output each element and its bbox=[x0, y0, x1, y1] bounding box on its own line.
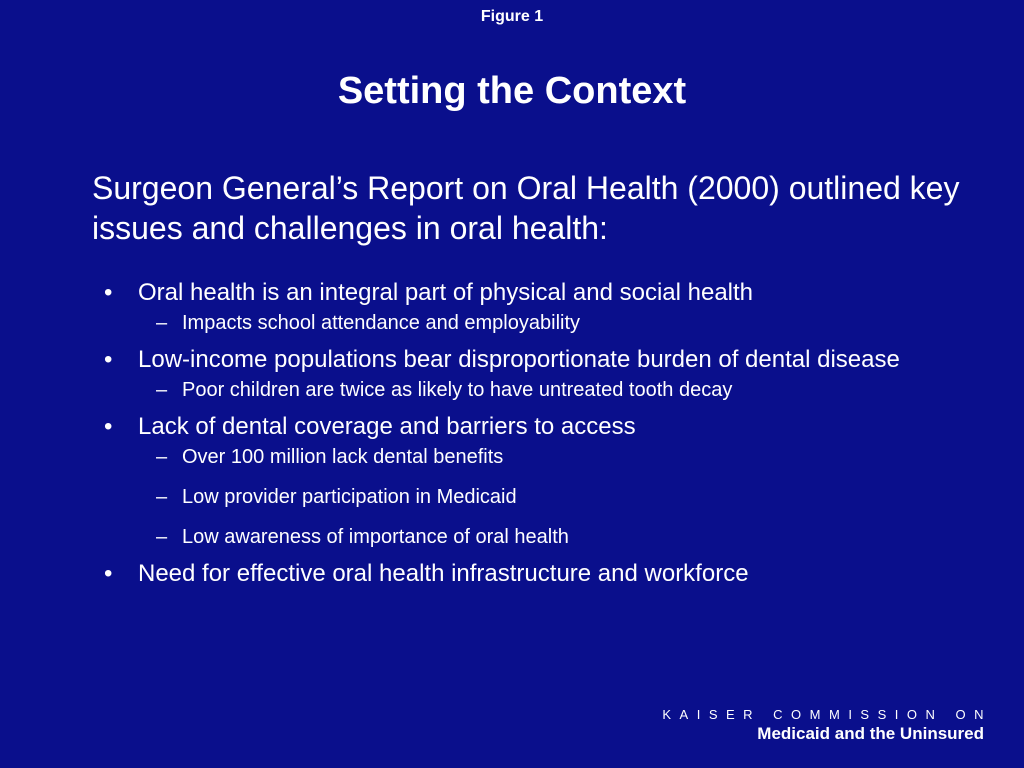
bullet-item bbox=[104, 345, 984, 402]
sub-list bbox=[104, 378, 984, 402]
bullet-dot-icon: • bbox=[104, 413, 113, 440]
sub-item bbox=[104, 525, 984, 549]
sub-text: Poor children are twice as likely to have untreated tooth decay bbox=[182, 379, 733, 401]
bullet-list bbox=[104, 278, 984, 596]
sub-item bbox=[104, 485, 984, 509]
sub-text: Low awareness of importance of oral health bbox=[182, 526, 569, 548]
bullet-dot-icon: • bbox=[104, 560, 113, 587]
sub-item bbox=[104, 311, 984, 335]
bullet-text: Oral health is an integral part of physical and social health bbox=[138, 279, 754, 306]
brand-line-commission: KAISER COMMISSION ON bbox=[662, 707, 992, 722]
sub-text: Impacts school attendance and employability bbox=[182, 312, 581, 334]
bullet-dot-icon: • bbox=[104, 279, 113, 306]
sub-list bbox=[104, 311, 984, 335]
brand-line-medicaid: Medicaid and the Uninsured bbox=[757, 724, 984, 743]
bullet-item bbox=[104, 559, 984, 588]
sub-item bbox=[104, 445, 984, 469]
bullet-text: Low-income populations bear disproportionate burden of dental disease bbox=[138, 346, 900, 373]
dash-icon: – bbox=[156, 379, 168, 401]
dash-icon: – bbox=[156, 526, 168, 548]
bullet-item bbox=[104, 278, 984, 335]
dash-icon: – bbox=[156, 312, 168, 334]
bullet-dot-icon: • bbox=[104, 346, 113, 373]
intro-text: Surgeon General’s Report on Oral Health (2000) outlined key issues and challenges in oral health: bbox=[92, 170, 960, 246]
bullet-item bbox=[104, 412, 984, 549]
sub-text: Low provider participation in Medicaid bbox=[182, 486, 517, 508]
bullet-text: Need for effective oral health infrastructure and workforce bbox=[138, 560, 749, 587]
figure-label: Figure 1 bbox=[480, 8, 544, 25]
sub-item bbox=[104, 378, 984, 402]
dash-icon: – bbox=[156, 486, 168, 508]
bullet-text: Lack of dental coverage and barriers to access bbox=[138, 413, 636, 440]
sub-list bbox=[104, 445, 984, 549]
dash-icon: – bbox=[156, 446, 168, 468]
slide-title: Setting the Context bbox=[337, 70, 687, 112]
sub-text: Over 100 million lack dental benefits bbox=[182, 446, 504, 468]
kaiser-logo bbox=[662, 707, 992, 745]
